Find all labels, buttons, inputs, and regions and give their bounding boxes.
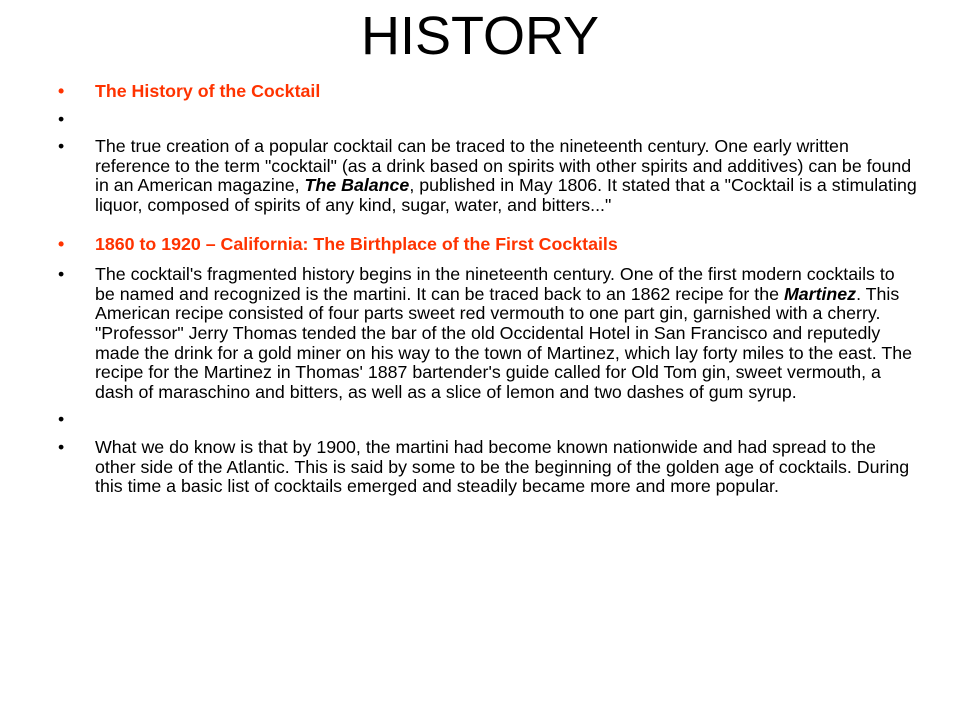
cocktail-name: Martinez: [783, 283, 857, 304]
paragraph-text: The cocktail's fragmented history begins in the nineteenth century. One of the first modern cocktails to be named and recognized is the martini. It can be traced back to an 1862 recipe for the: [95, 264, 895, 304]
bullet-item: [58, 438, 918, 497]
bullet-item-empty: [58, 110, 918, 130]
paragraph-text: The true creation of a popular cocktail can be traced to the nineteenth century. One early written reference to the term "cocktail" (as a drink based on spirits with other spirits and additives) can be found in an American magazine,: [95, 136, 912, 196]
bullet-item: [58, 235, 918, 255]
bullet-dot: •: [58, 409, 65, 430]
bullet-item: [58, 265, 918, 402]
magazine-title: The Balance: [304, 175, 410, 196]
bullet-dot: •: [58, 233, 65, 254]
bullet-item: [58, 82, 918, 102]
paragraph-text: . This American recipe consisted of four parts sweet red vermouth to one part gin, garnished with a cherry. "Professor" Jerry Thomas tended the bar of the old Occidental Hotel in San Francisco and reputedly made the drink for a gold miner on his way to the town of Martinez, which lay forty miles to the east. The recipe for the Martinez in Thomas' 1887 bartender's guide called for Old Tom gin, sweet vermouth, a dash of maraschino and bitters, as well as a slice of lemon and two dashes of gum syrup.: [95, 283, 913, 402]
bullet-item: [58, 137, 918, 215]
bullet-item-empty: [58, 410, 918, 430]
bullet-dot: •: [58, 436, 65, 457]
section-heading: The History of the Cocktail: [95, 81, 321, 101]
section-heading: 1860 to 1920 – California: The Birthplace of the First Cocktails: [95, 233, 618, 254]
bullet-dot: •: [58, 108, 65, 129]
bullet-list: [58, 82, 918, 497]
bullet-dot: •: [58, 264, 65, 285]
slide-title: HISTORY: [360, 6, 600, 66]
paragraph-text: What we do know is that by 1900, the martini had become known nationwide and had spread to the other side of the Atlantic. This is said by some to be the beginning of the golden age of cocktails. During this time a basic list of cocktails emerged and steadily became more and more popular.: [95, 436, 910, 497]
paragraph-text: , published in May 1806. It stated that a "Cocktail is a stimulating liquor, composed of spirits of any kind, sugar, water, and bitters...": [95, 175, 917, 215]
bullet-dot: •: [58, 136, 65, 157]
bullet-dot: •: [58, 81, 65, 101]
